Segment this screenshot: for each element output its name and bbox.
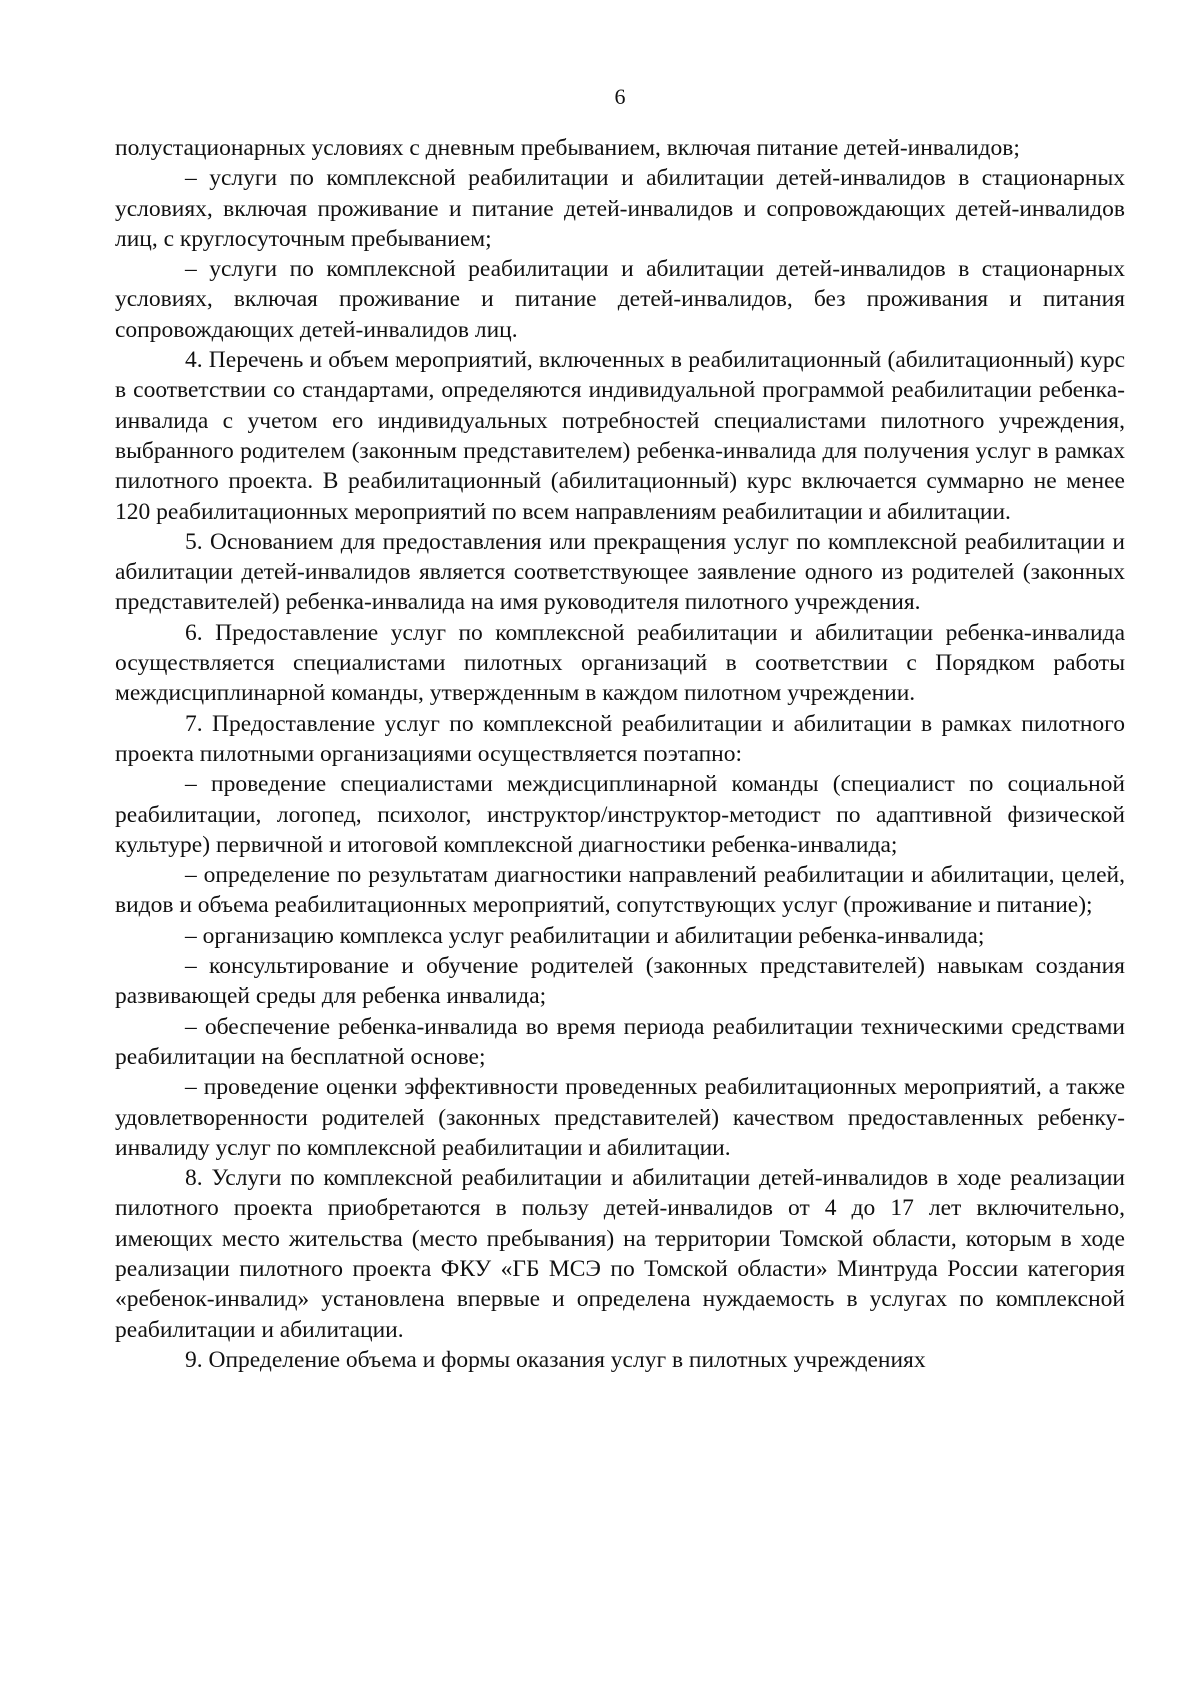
paragraph-continuation: полустационарных условиях с дневным пребыванием, включая питание детей-инвалидов; [115, 135, 1020, 161]
stage-planning: – определение по результатам диагностики направлений реабилитации и абилитации, целей, видов и объема реабилитационных мероприятий, сопутствующих услуг (проживание и питание); [115, 862, 1125, 919]
stage-consulting: – консультирование и обучение родителей (законных представителей) навыкам создания развивающей среды для ребенка инвалида; [115, 953, 1125, 1010]
list-item-inpatient-without-companions: – услуги по комплексной реабилитации и абилитации детей-инвалидов в стационарных условиях, включая проживание и питание детей-инвалидов, без проживания и питания сопровождающих детей-инвалидов лиц. [115, 256, 1125, 343]
clause-9: 9. Определение объема и формы оказания услуг в пилотных учреждениях [185, 1346, 926, 1373]
clause-5: 5. Основанием для предоставления или прекращения услуг по комплексной реабилитации и абилитации детей-инвалидов является соответствующее заявление одного из родителей (законных представителей) ребенка-инвалида на имя руководителя пилотного учреждения. [115, 528, 1125, 616]
clause-6: 6. Предоставление услуг по комплексной реабилитации и абилитации ребенка-инвалида осуществляется специалистами пилотных организаций в соответствии с Порядком работы междисциплинарной команды, утвержденным в каждом пилотном учреждении. [115, 619, 1125, 707]
stage-evaluation: – проведение оценки эффективности проведенных реабилитационных мероприятий, а также удовлетворенности родителей (законных представителей) качеством предоставленных ребенку-инвалиду услуг по комплексной реабилитации и абилитации. [115, 1074, 1125, 1161]
stage-organization: – организацию комплекса услуг реабилитации и абилитации ребенка-инвалида; [185, 922, 985, 949]
clause-4: 4. Перечень и объем мероприятий, включенных в реабилитационный (абилитационный) курс в соответствии со стандартами, определяются индивидуальной программой реабилитации ребенка-инвалида с учетом его индивидуальных потребностей специалистами пилотного учреждения, выбранного родителем (законным представителем) ребенка-инвалида для получения услуг в рамках пилотного проекта. В реабилитационный (абилитационный) курс включается суммарно не менее 120 реабилитационных мероприятий по всем направлениям реабилитации и абилитации. [115, 347, 1125, 525]
document-body [115, 133, 1125, 1375]
list-item-inpatient-with-companions: – услуги по комплексной реабилитации и абилитации детей-инвалидов в стационарных условиях, включая проживание и питание детей-инвалидов и сопровождающих детей-инвалидов лиц, с круглосуточным пребыванием; [115, 165, 1125, 252]
stage-diagnostics: – проведение специалистами междисциплинарной команды (специалист по социальной реабилитации, логопед, психолог, инструктор/инструктор-методист по адаптивной физической культуре) первичной и итоговой комплексной диагностики ребенка-инвалида; [115, 771, 1125, 858]
clause-7: 7. Предоставление услуг по комплексной реабилитации и абилитации в рамках пилотного проекта пилотными организациями осуществляется поэтапно: [115, 710, 1125, 767]
clause-8: 8. Услуги по комплексной реабилитации и абилитации детей-инвалидов в ходе реализации пилотного проекта приобретаются в пользу детей-инвалидов от 4 до 17 лет включительно, имеющих место жительства (место пребывания) на территории Томской области, которым в ходе реализации пилотного проекта ФКУ «ГБ МСЭ по Томской области» Минтруда России категория «ребенок-инвалид» установлена впервые и определена нуждаемость в услугах по комплексной реабилитации и абилитации. [115, 1165, 1125, 1343]
stage-equipment: – обеспечение ребенка-инвалида во время периода реабилитации техническими средствами реабилитации на бесплатной основе; [115, 1013, 1125, 1070]
page-number: 6 [614, 84, 626, 109]
